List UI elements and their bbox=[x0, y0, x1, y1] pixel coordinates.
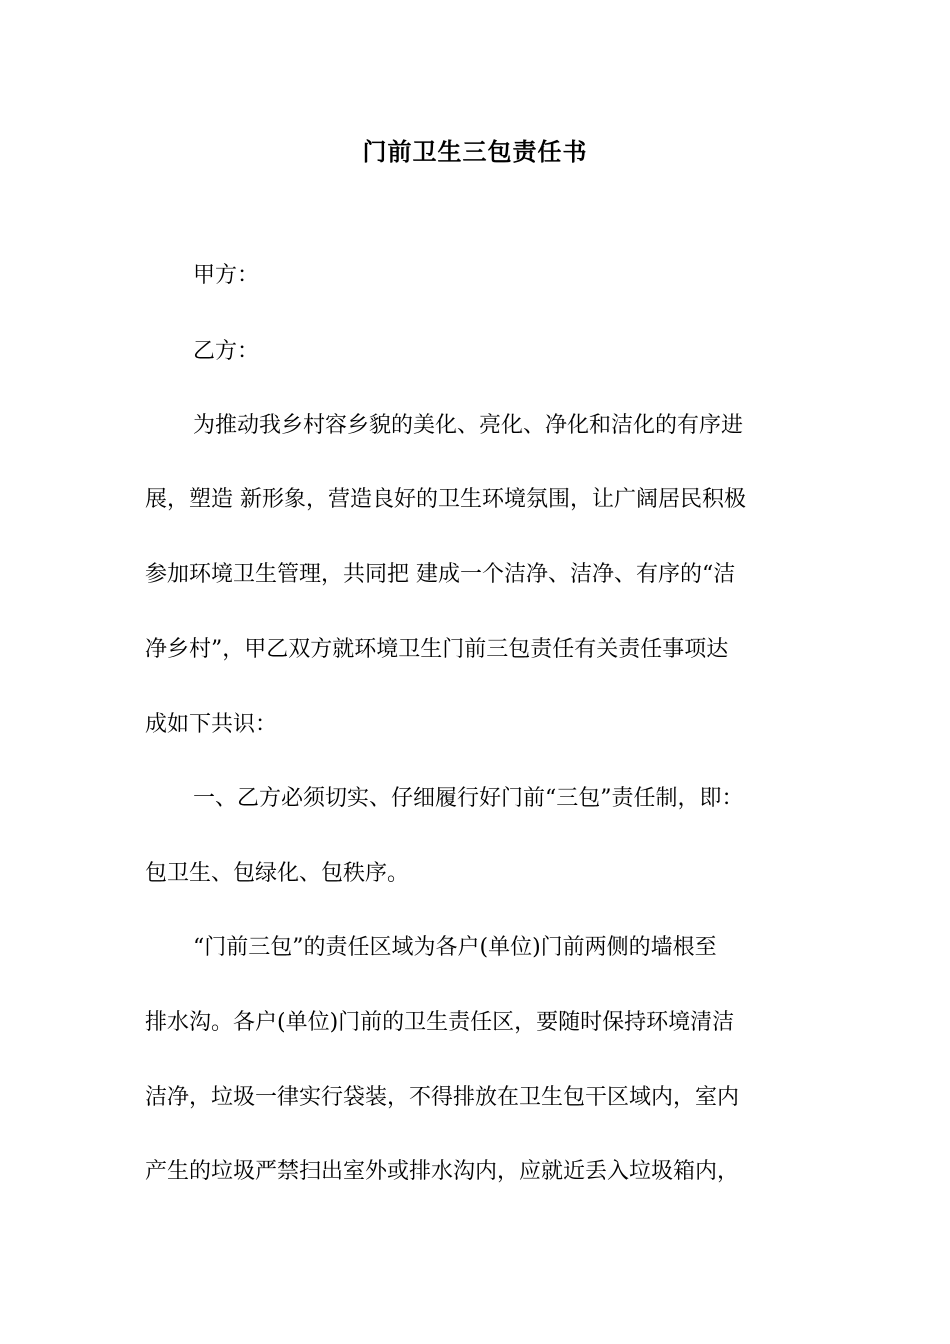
paragraph-line: 一、乙方必须切实、仔细履行好门前“三包”责任制，即： bbox=[193, 786, 744, 811]
paragraph-line: 产生的垃圾严禁扫出室外或排水沟内，应就近丢入垃圾箱内， bbox=[145, 1159, 740, 1184]
document-title: 门前卫生三包责任书 bbox=[362, 137, 588, 166]
paragraph-line: 展，塑造 新形象，营造良好的卫生环境氛围，让广阔居民积极 bbox=[145, 487, 746, 512]
paragraph-line: 洁净，垃圾一律实行袋装，不得排放在卫生包干区域内，室内 bbox=[145, 1085, 740, 1110]
paragraph-line: “门前三包”的责任区域为各户(单位)门前两侧的墙根至 bbox=[193, 935, 717, 960]
paragraph-line: 净乡村”，甲乙双方就环境卫生门前三包责任有关责任事项达 bbox=[145, 637, 729, 662]
paragraph-line: 排水沟。各户(单位)门前的卫生责任区，要随时保持环境清洁 bbox=[145, 1010, 735, 1035]
party-b-label: 乙方： bbox=[193, 339, 260, 364]
paragraph-line: 成如下共识： bbox=[145, 712, 278, 737]
paragraph-line: 包卫生、包绿化、包秩序。 bbox=[145, 861, 410, 886]
party-a-label: 甲方： bbox=[193, 263, 260, 288]
paragraph-line: 参加环境卫生管理，共同把 建成一个洁净、洁净、有序的“洁 bbox=[145, 562, 736, 587]
paragraph-line: 为推动我乡村容乡貌的美化、亮化、净化和洁化的有序进 bbox=[193, 413, 744, 438]
